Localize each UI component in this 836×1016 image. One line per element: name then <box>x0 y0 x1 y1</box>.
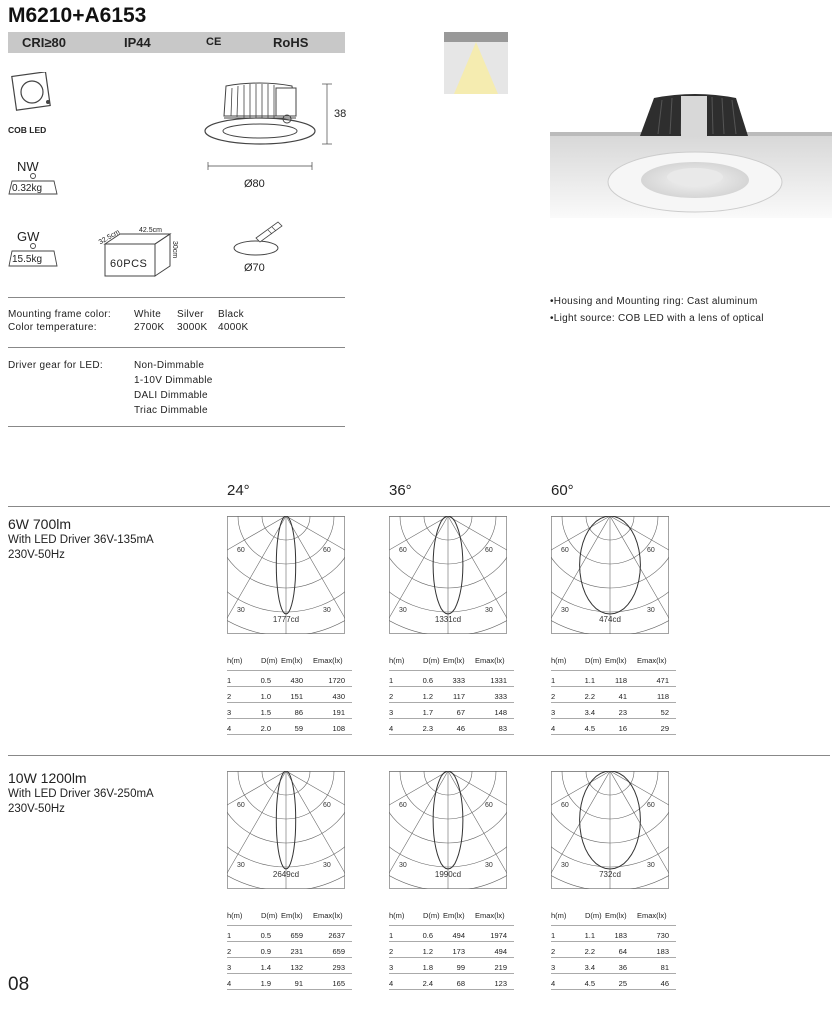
table-row <box>551 724 676 734</box>
section-driver: With LED Driver 36V-250mA <box>8 788 154 800</box>
table-cell: 1 <box>551 676 556 685</box>
table-header-cell: Emax(lx) <box>475 911 505 920</box>
driver-option: Triac Dimmable <box>134 405 208 416</box>
table-header-cell: Em(lx) <box>443 656 465 665</box>
cutout-dimension: Ø70 <box>244 262 265 274</box>
angle-label-30: 30 <box>323 607 331 614</box>
polar-chart <box>227 771 345 889</box>
table-cell: 430 <box>290 676 303 685</box>
table-cell: 118 <box>615 676 627 685</box>
table-cell: 2 <box>389 692 394 701</box>
feature-light-source: •Light source: COB LED with a lens of optical <box>550 313 764 324</box>
table-cell: 4 <box>551 979 556 988</box>
table-cell: 0.6 <box>422 931 433 940</box>
angle-label-30: 30 <box>399 607 407 614</box>
table-cell: 1720 <box>328 676 345 685</box>
beam-header-60: 60° <box>551 482 574 499</box>
table-row <box>551 692 676 702</box>
table-cell: 2 <box>227 947 232 956</box>
table-row <box>227 963 352 973</box>
table-cell: 2 <box>227 692 232 701</box>
table-row <box>551 963 676 973</box>
table-cell: 4.5 <box>584 724 595 733</box>
table-cell: 3 <box>551 963 556 972</box>
table-row <box>551 931 676 941</box>
carton-width: 42.5cm <box>139 227 162 234</box>
table-cell: 67 <box>456 708 465 717</box>
table-cell: 23 <box>618 708 627 717</box>
table-cell: 1331 <box>490 676 507 685</box>
polar-chart <box>551 771 669 889</box>
table-header-cell: D(m) <box>261 911 278 920</box>
table-cell: 118 <box>657 692 669 701</box>
table-cell: 4 <box>389 724 394 733</box>
table-header-cell: D(m) <box>585 911 602 920</box>
table-cell: 1.5 <box>260 708 271 717</box>
driver-option: 1-10V Dimmable <box>134 375 213 386</box>
angle-label-60: 60 <box>485 547 493 554</box>
table-cell: 29 <box>660 724 669 733</box>
table-header-cell: Emax(lx) <box>313 656 343 665</box>
beam-thumbnail <box>444 32 508 94</box>
carton-depth: 32.5cm <box>97 228 122 247</box>
table-header-cell: Emax(lx) <box>637 656 667 665</box>
table-cell: 83 <box>498 724 507 733</box>
cob-led-icon <box>8 72 56 120</box>
table-cell: 2.2 <box>584 947 595 956</box>
color-temp-3000: 3000K <box>177 322 208 333</box>
table-cell: 494 <box>452 931 465 940</box>
nw-value: 0.32kg <box>12 183 43 194</box>
table-header <box>551 911 676 921</box>
table-header <box>551 656 676 666</box>
driver-label: Driver gear for LED: <box>8 360 103 371</box>
polar-chart <box>227 516 345 634</box>
polar-chart <box>389 516 507 634</box>
table-cell: 1.8 <box>422 963 433 972</box>
table-row <box>551 676 676 686</box>
angle-label-30: 30 <box>561 607 569 614</box>
height-dimension: 38 <box>334 108 347 120</box>
cob-label: COB LED <box>8 125 47 135</box>
table-header-cell: Emax(lx) <box>475 656 505 665</box>
table-cell: 59 <box>294 724 303 733</box>
ip-spec: IP44 <box>124 35 151 50</box>
table-cell: 2 <box>551 692 556 701</box>
table-cell: 108 <box>332 724 345 733</box>
angle-label-60: 60 <box>561 547 569 554</box>
angle-label-60: 60 <box>647 802 655 809</box>
table-cell: 46 <box>660 979 669 988</box>
table-cell: 4 <box>227 979 232 988</box>
width-dimension: Ø80 <box>244 178 265 190</box>
table-cell: 3 <box>389 708 394 717</box>
table-cell: 1.1 <box>584 676 595 685</box>
product-drawing <box>200 76 350 186</box>
rohs-spec: RoHS <box>273 35 309 50</box>
angle-label-30: 30 <box>647 862 655 869</box>
table-header-cell: h(m) <box>389 911 405 920</box>
angle-label-60: 60 <box>323 802 331 809</box>
angle-label-30: 30 <box>237 862 245 869</box>
table-cell: 0.5 <box>260 931 271 940</box>
table-cell: 16 <box>618 724 627 733</box>
table-cell: 659 <box>290 931 303 940</box>
angle-label-60: 60 <box>647 547 655 554</box>
frame-color-black: Black <box>218 309 244 320</box>
cri-spec: CRI≥80 <box>22 35 66 50</box>
frame-color-white: White <box>134 309 162 320</box>
table-cell: 41 <box>618 692 627 701</box>
table-cell: 1974 <box>490 931 507 940</box>
table-row <box>389 979 514 989</box>
table-cell: 3.4 <box>584 708 595 717</box>
table-header-cell: D(m) <box>423 911 440 920</box>
table-header-cell: Em(lx) <box>605 656 627 665</box>
table-cell: 3 <box>389 963 394 972</box>
mounting-label: Mounting frame color: <box>8 309 112 320</box>
table-cell: 1.4 <box>260 963 271 972</box>
section-driver: With LED Driver 36V-135mA <box>8 534 154 546</box>
table-cell: 52 <box>660 708 669 717</box>
table-header-cell: Emax(lx) <box>637 911 667 920</box>
page-number: 08 <box>8 974 30 995</box>
table-row <box>389 931 514 941</box>
table-cell: 183 <box>656 947 669 956</box>
section-power: 6W 700lm <box>8 516 72 532</box>
table-cell: 1 <box>227 676 232 685</box>
table-header-cell: h(m) <box>551 911 567 920</box>
table-cell: 99 <box>456 963 465 972</box>
table-cell: 219 <box>494 963 507 972</box>
table-cell: 1.1 <box>584 931 595 940</box>
peak-intensity-label: 2649cd <box>272 870 300 879</box>
table-cell: 0.5 <box>260 676 271 685</box>
color-temp-4000: 4000K <box>218 322 249 333</box>
table-header-cell: h(m) <box>227 911 243 920</box>
table-header-cell: Em(lx) <box>443 911 465 920</box>
table-cell: 1.2 <box>422 947 433 956</box>
angle-label-30: 30 <box>485 607 493 614</box>
driver-option: DALI Dimmable <box>134 390 208 401</box>
table-cell: 333 <box>494 692 507 701</box>
angle-label-30: 30 <box>647 607 655 614</box>
cutout-icon <box>228 218 288 258</box>
table-header-cell: h(m) <box>389 656 405 665</box>
angle-label-30: 30 <box>485 862 493 869</box>
table-header <box>227 656 352 666</box>
angle-label-60: 60 <box>323 547 331 554</box>
peak-intensity-label: 474cd <box>599 615 621 624</box>
table-cell: 36 <box>618 963 627 972</box>
nw-label: NW <box>17 159 39 174</box>
table-cell: 4 <box>227 724 232 733</box>
table-cell: 165 <box>332 979 345 988</box>
angle-label-30: 30 <box>399 862 407 869</box>
table-cell: 1 <box>551 931 556 940</box>
table-cell: 333 <box>452 676 465 685</box>
table-cell: 2.4 <box>422 979 433 988</box>
table-cell: 2.2 <box>584 692 595 701</box>
table-cell: 1 <box>227 931 232 940</box>
table-row <box>389 708 514 718</box>
table-header-cell: h(m) <box>227 656 243 665</box>
table-cell: 68 <box>456 979 465 988</box>
table-row <box>551 708 676 718</box>
table-cell: 293 <box>332 963 345 972</box>
product-title: M6210+A6153 <box>8 4 147 27</box>
angle-label-60: 60 <box>237 802 245 809</box>
angle-label-60: 60 <box>485 802 493 809</box>
table-cell: 86 <box>294 708 303 717</box>
polar-chart <box>551 516 669 634</box>
table-cell: 1.0 <box>260 692 271 701</box>
table-cell: 659 <box>332 947 345 956</box>
table-cell: 430 <box>332 692 345 701</box>
table-header <box>389 911 514 921</box>
table-cell: 2 <box>389 947 394 956</box>
peak-intensity-label: 1990cd <box>434 870 462 879</box>
table-row <box>389 692 514 702</box>
table-cell: 0.9 <box>260 947 271 956</box>
frame-color-silver: Silver <box>177 309 204 320</box>
table-header <box>389 656 514 666</box>
table-row <box>227 979 352 989</box>
angle-label-60: 60 <box>237 547 245 554</box>
table-cell: 151 <box>290 692 303 701</box>
table-cell: 132 <box>290 963 303 972</box>
table-cell: 3 <box>227 708 232 717</box>
angle-label-60: 60 <box>399 802 407 809</box>
table-cell: 2 <box>551 947 556 956</box>
spec-bar <box>8 32 345 53</box>
table-cell: 25 <box>618 979 627 988</box>
product-photo <box>550 92 832 218</box>
peak-intensity-label: 1777cd <box>272 615 300 624</box>
table-header-cell: Em(lx) <box>605 911 627 920</box>
table-cell: 91 <box>294 979 303 988</box>
table-cell: 2637 <box>328 931 345 940</box>
table-cell: 0.6 <box>422 676 433 685</box>
color-temp-2700: 2700K <box>134 322 165 333</box>
table-cell: 117 <box>453 692 465 701</box>
table-cell: 1 <box>389 676 394 685</box>
table-cell: 494 <box>494 947 507 956</box>
angle-label-60: 60 <box>561 802 569 809</box>
table-row <box>227 708 352 718</box>
table-header-cell: D(m) <box>423 656 440 665</box>
table-row <box>551 979 676 989</box>
table-cell: 148 <box>494 708 507 717</box>
color-temp-label: Color temperature: <box>8 322 97 333</box>
peak-intensity-label: 1331cd <box>434 615 462 624</box>
angle-label-60: 60 <box>399 547 407 554</box>
gw-value: 15.5kg <box>12 254 43 265</box>
beam-header-24: 24° <box>227 482 250 499</box>
table-header-cell: Em(lx) <box>281 656 303 665</box>
beam-header-36: 36° <box>389 482 412 499</box>
table-row <box>227 931 352 941</box>
section-voltage: 230V-50Hz <box>8 549 65 561</box>
table-row <box>389 676 514 686</box>
table-row <box>389 724 514 734</box>
section-voltage: 230V-50Hz <box>8 803 65 815</box>
polar-chart <box>389 771 507 889</box>
table-row <box>227 724 352 734</box>
table-cell: 46 <box>456 724 465 733</box>
table-header-cell: Em(lx) <box>281 911 303 920</box>
table-cell: 1.7 <box>422 708 433 717</box>
table-cell: 471 <box>656 676 669 685</box>
table-cell: 4 <box>551 724 556 733</box>
section-power: 10W 1200lm <box>8 770 87 786</box>
table-row <box>227 676 352 686</box>
table-cell: 1.9 <box>260 979 271 988</box>
table-cell: 1.2 <box>422 692 433 701</box>
feature-housing: •Housing and Mounting ring: Cast aluminum <box>550 296 758 307</box>
angle-label-30: 30 <box>323 862 331 869</box>
table-cell: 3 <box>551 708 556 717</box>
table-row <box>227 692 352 702</box>
table-cell: 2.3 <box>422 724 433 733</box>
carton-pcs: 60PCS <box>110 258 148 270</box>
table-cell: 183 <box>614 931 627 940</box>
table-header-cell: h(m) <box>551 656 567 665</box>
table-cell: 1 <box>389 931 394 940</box>
table-row <box>389 947 514 957</box>
table-row <box>227 947 352 957</box>
table-cell: 3.4 <box>584 963 595 972</box>
table-cell: 2.0 <box>260 724 271 733</box>
table-header-cell: D(m) <box>585 656 602 665</box>
table-cell: 4 <box>389 979 394 988</box>
peak-intensity-label: 732cd <box>599 870 621 879</box>
table-cell: 191 <box>332 708 345 717</box>
table-row <box>389 963 514 973</box>
table-cell: 64 <box>618 947 627 956</box>
table-cell: 3 <box>227 963 232 972</box>
angle-label-30: 30 <box>237 607 245 614</box>
table-cell: 173 <box>452 947 465 956</box>
table-cell: 231 <box>290 947 303 956</box>
driver-option: Non-Dimmable <box>134 360 205 371</box>
table-cell: 730 <box>656 931 669 940</box>
table-header-cell: Emax(lx) <box>313 911 343 920</box>
table-header-cell: D(m) <box>261 656 278 665</box>
table-row <box>551 947 676 957</box>
carton-height: 30cm <box>171 240 179 259</box>
table-header <box>227 911 352 921</box>
ce-mark: CE <box>206 36 222 48</box>
gw-label: GW <box>17 229 40 244</box>
table-cell: 4.5 <box>584 979 595 988</box>
table-cell: 81 <box>660 963 669 972</box>
table-cell: 123 <box>494 979 507 988</box>
angle-label-30: 30 <box>561 862 569 869</box>
